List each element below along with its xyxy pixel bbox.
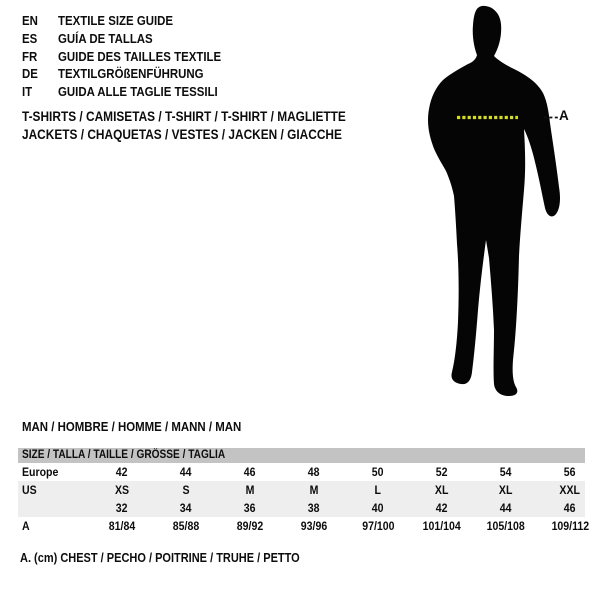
table-row-us — [18, 481, 585, 499]
lang-label: GUIDE DES TAILLES TEXTILE — [58, 48, 222, 64]
section-title-man: MAN / HOMBRE / HOMME / MANN / MAN — [22, 419, 242, 434]
table-cell: XL — [435, 483, 449, 497]
lang-label: TEXTILE SIZE GUIDE — [58, 13, 174, 28]
lang-row-en — [22, 12, 243, 30]
table-cell: L — [374, 483, 382, 497]
table-cell: 56 — [564, 465, 576, 479]
table-cell: 40 — [372, 501, 384, 515]
table-cell: 81/84 — [108, 519, 136, 533]
table-cell: 38 — [308, 501, 320, 515]
man-silhouette-svg — [405, 0, 575, 400]
lang-code: FR — [22, 48, 38, 64]
table-cell: 101/104 — [422, 519, 462, 533]
table-row-numeric — [18, 499, 585, 517]
table-cell: 42 — [116, 465, 128, 479]
table-row-chest-a — [18, 517, 589, 535]
size-table-header: SIZE / TALLA / TAILLE / GRÖSSE / TAGLIA — [18, 448, 585, 463]
lang-code: ES — [22, 30, 38, 46]
table-cell: XS — [114, 483, 130, 497]
table-cell: XL — [499, 483, 513, 497]
lang-code: EN — [22, 13, 38, 28]
table-cell: 105/108 — [486, 519, 526, 533]
table-cell: 46 — [244, 465, 256, 479]
table-cell: 36 — [244, 501, 256, 515]
measure-label-a: A — [559, 108, 569, 123]
table-cell: 44 — [180, 465, 192, 479]
lang-label: GUÍA DE TALLAS — [58, 30, 153, 46]
man-silhouette — [428, 6, 560, 396]
size-table — [18, 448, 589, 535]
category-line-jackets: JACKETS / CHAQUETAS / VESTES / JACKEN / GIACCHE — [22, 127, 342, 143]
footnote-chest: A. (cm) CHEST / PECHO / POITRINE / TRUHE / PETTO — [20, 551, 300, 565]
row-label: A — [22, 519, 30, 533]
table-cell: S — [182, 483, 190, 497]
table-cell: 109/112 — [551, 519, 589, 533]
table-cell: 46 — [564, 501, 576, 515]
lang-row-it — [22, 83, 243, 101]
lang-row-es — [22, 30, 243, 48]
table-cell: 32 — [116, 501, 128, 515]
table-cell: 50 — [372, 465, 384, 479]
lang-row-de — [22, 65, 243, 83]
language-list — [22, 12, 243, 101]
table-cell: 34 — [180, 501, 192, 515]
table-cell: M — [309, 483, 319, 497]
table-cell: 93/96 — [300, 519, 328, 533]
row-label: US — [22, 483, 37, 497]
table-cell: M — [245, 483, 255, 497]
table-cell: 42 — [436, 501, 448, 515]
man-silhouette-figure — [405, 0, 575, 400]
table-cell: 52 — [436, 465, 448, 479]
table-cell: 97/100 — [361, 519, 395, 533]
table-cell: 54 — [500, 465, 512, 479]
lang-code: DE — [22, 66, 38, 82]
lang-label: TEXTILGRÖßENFÜHRUNG — [58, 66, 204, 82]
lang-label: GUIDA ALLE TAGLIE TESSILI — [58, 84, 218, 100]
table-cell: 48 — [308, 465, 320, 479]
table-row-europe — [18, 463, 585, 481]
row-label: Europe — [22, 465, 59, 479]
table-cell: 89/92 — [236, 519, 264, 533]
lang-code: IT — [22, 84, 33, 100]
category-block — [22, 108, 390, 144]
table-cell: 85/88 — [172, 519, 200, 533]
lang-row-fr — [22, 48, 243, 66]
table-cell: XXL — [559, 483, 581, 497]
category-line-tshirts: T-SHIRTS / CAMISETAS / T-SHIRT / T-SHIRT / MAGLIETTE — [22, 109, 346, 124]
row-label — [18, 499, 90, 517]
table-cell: 44 — [500, 501, 512, 515]
